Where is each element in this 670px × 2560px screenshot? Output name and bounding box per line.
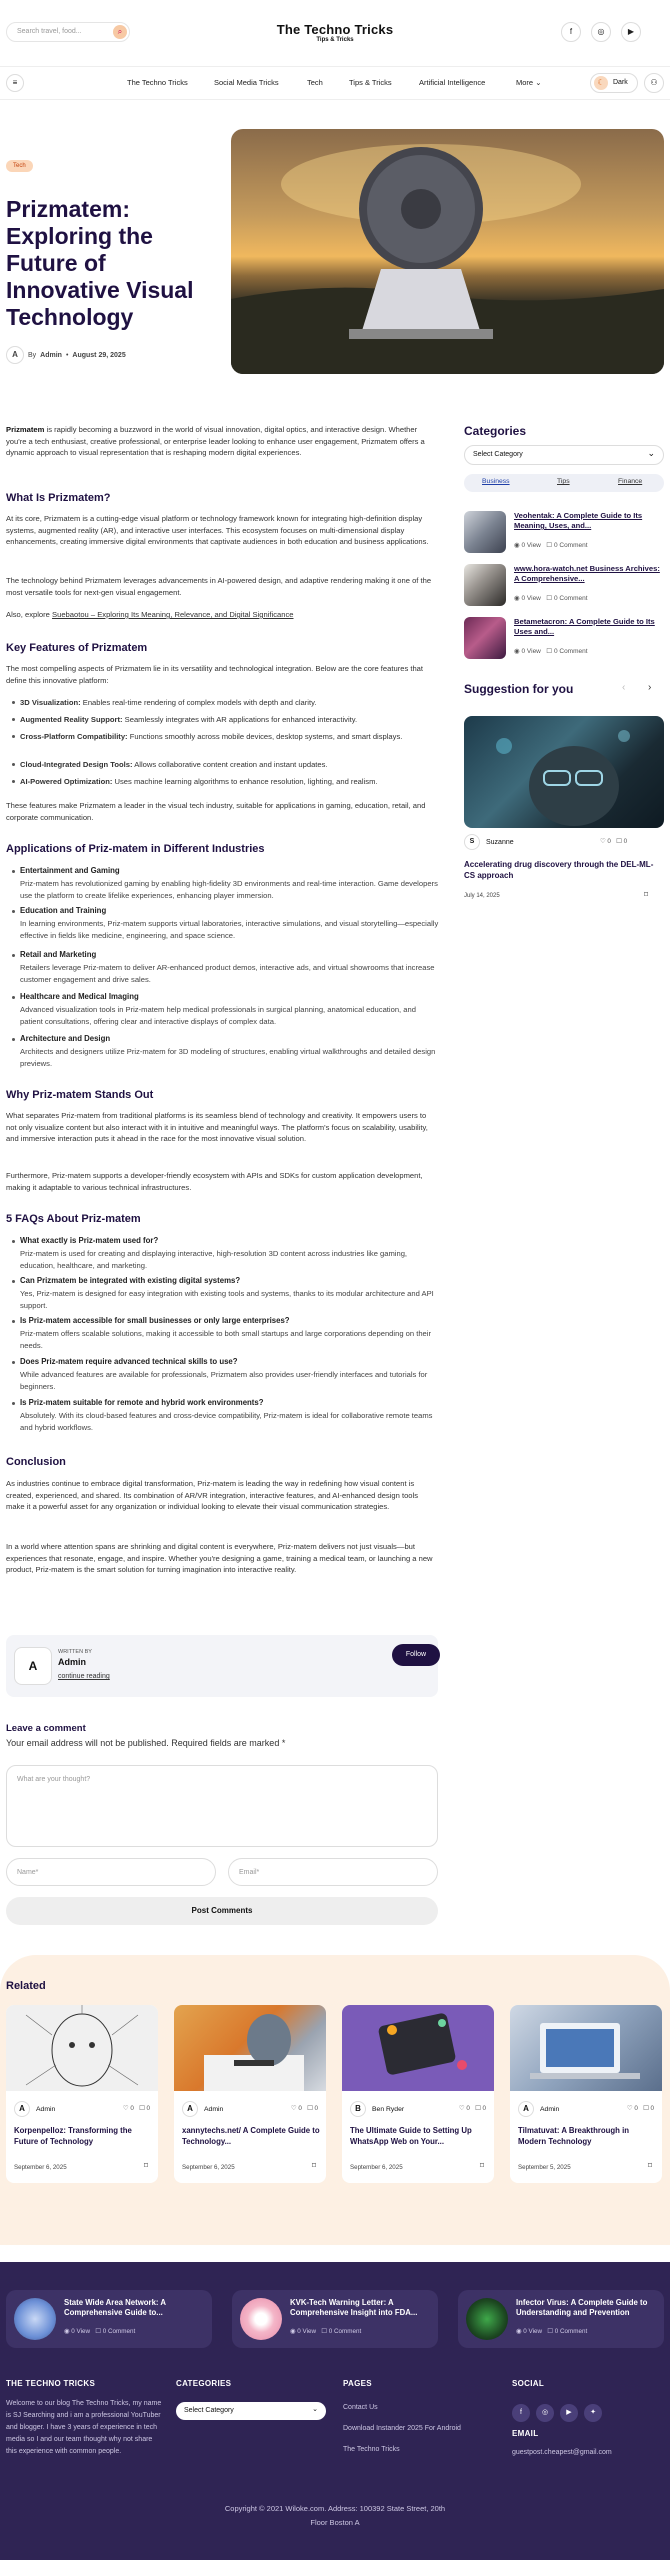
- para-why2: Furthermore, Priz-matem supports a developer-friendly ecosystem with APIs and SDKs for custom application development, making it adaptable to various technical infrastructures.: [6, 1171, 423, 1192]
- footer-category-select[interactable]: [176, 2402, 326, 2420]
- views: 0 View: [71, 2328, 91, 2335]
- card-author: [350, 2101, 404, 2117]
- likes: 0: [466, 2105, 470, 2112]
- author-link[interactable]: Admin: [40, 351, 62, 359]
- intro-paragraph: [6, 424, 438, 459]
- comments: 0 Comment: [328, 2328, 362, 2335]
- user-icon[interactable]: ⚇: [644, 73, 664, 93]
- post-thumbnail[interactable]: [464, 617, 506, 659]
- card-date: September 6, 2025: [14, 2164, 67, 2171]
- related-card[interactable]: [510, 2005, 662, 2183]
- also-prefix: Also, explore: [6, 610, 50, 619]
- tab-tips[interactable]: Tips: [557, 478, 570, 485]
- para-tech: The technology behind Prizmatem leverages advancements in AI-powered design, and adaptive rendering making it one of the most versatile tools for next-gen visual engagement.: [6, 576, 432, 597]
- card-image[interactable]: [6, 2005, 158, 2091]
- author-name[interactable]: Admin: [58, 1657, 86, 1667]
- feature-value: Seamlessly integrates with AR applications for enhanced interactivity.: [124, 715, 358, 724]
- footer-page-link[interactable]: Download Instander 2025 For Android: [343, 2425, 461, 2432]
- card-author: [182, 2101, 223, 2117]
- views: 0 View: [521, 595, 541, 602]
- post-title-link[interactable]: Veohentak: A Complete Guide to Its Meaning, Uses, and...: [514, 511, 643, 530]
- feature-key: 3D Visualization:: [20, 698, 81, 707]
- tab-finance[interactable]: Finance: [618, 478, 643, 485]
- feature-value: Enables real-time rendering of complex models with depth and clarity.: [82, 698, 317, 707]
- logo-title: The Techno Tricks: [276, 22, 394, 37]
- ai-head-illustration: [6, 2005, 158, 2091]
- feature-value: Functions smoothly across mobile devices, desktop systems, and smart displays.: [129, 732, 403, 741]
- search-icon[interactable]: ⌕: [113, 25, 127, 39]
- list-item: [20, 697, 440, 709]
- app-text: Priz-matem has revolutionized gaming by enabling high-fidelity 3D environments and real-time interaction. Game developers use the platform to create lifelike experiences, enhancing player immersion.: [20, 879, 438, 900]
- hero-image: [231, 129, 664, 374]
- copyright-line: Floor Boston A: [310, 2518, 360, 2527]
- card-date: September 6, 2025: [182, 2164, 235, 2171]
- card-stats: ♡ 0 ☐ 0: [290, 2105, 318, 2112]
- bookmark-icon[interactable]: ⌑: [311, 2161, 316, 2170]
- suggestion-heading: Suggestion for you: [464, 682, 574, 696]
- comment-note: Your email address will not be published. Required fields are marked *: [6, 1738, 286, 1748]
- copyright: [0, 2502, 670, 2530]
- comments: 0: [146, 2105, 150, 2112]
- para-conclusion2: In a world where attention spans are shrinking and digital content is everywhere, Priz-matem delivers not just visuals—but experiences that resonate, engage, and inspire. Whether you're designing a game, training a medical team, or launching a new product, Priz-matem is the smart solution for turning imagination into interactive reality.: [6, 1542, 433, 1574]
- chevron-down-icon: ⌄: [312, 2406, 318, 2413]
- card-author: [14, 2101, 55, 2117]
- author-box: [6, 1635, 438, 1697]
- post-stats: ◉ 0 View ☐ 0 Comment: [516, 2328, 588, 2335]
- post-thumbnail[interactable]: [240, 2298, 282, 2340]
- category-select[interactable]: Select Category ⌄: [464, 445, 664, 465]
- moon-icon: ☾: [594, 76, 608, 90]
- chevron-down-icon: ⌄: [535, 78, 542, 87]
- more-label: More: [516, 78, 534, 87]
- author-name[interactable]: Ben Ryder: [372, 2105, 405, 2113]
- related-card[interactable]: [6, 2005, 158, 2183]
- card-title[interactable]: Korpenpelloz: Transforming the Future of Technology: [14, 2126, 132, 2146]
- youtube-icon[interactable]: ▶: [560, 2404, 578, 2422]
- comments: 0 Comment: [553, 648, 588, 655]
- views: 0 View: [521, 542, 541, 549]
- footer-pages-heading: PAGES: [343, 2379, 372, 2388]
- select-label: Select Category: [184, 2407, 234, 2414]
- person-writing-illustration: [174, 2005, 326, 2091]
- suggestion-image[interactable]: [464, 716, 664, 828]
- likes: 0: [607, 838, 611, 845]
- author-name[interactable]: Suzanne: [486, 838, 514, 846]
- faq-question: Is Priz-matem suitable for remote and hybrid work environments?: [20, 1398, 264, 1407]
- copyright-line: Copyright © 2021 Wiloke.com. Address: 100392 State Street, 20th: [224, 2504, 446, 2513]
- post-comment-button[interactable]: Post Comments: [6, 1897, 438, 1925]
- laptop-desk-illustration: [510, 2005, 662, 2091]
- app-text: Architects and designers utilize Priz-matem for 3D modeling of structures, enabling virtual walkthroughs and detailed design previews.: [20, 1047, 436, 1068]
- phone-chat-illustration: [342, 2005, 494, 2091]
- nav-item-more[interactable]: [516, 78, 541, 87]
- footer-about-heading: THE TECHNO TRICKS: [6, 2379, 96, 2388]
- bookmark-icon[interactable]: ⌑: [647, 2161, 652, 2170]
- faq-answer: Priz-matem offers scalable solutions, making it accessible to both small startups and large corporations depending on their needs.: [20, 1329, 431, 1350]
- faq-question: Can Prizmatem be integrated with existing digital systems?: [20, 1276, 241, 1285]
- post-thumbnail[interactable]: [14, 2298, 56, 2340]
- post-stats: ◉ 0 View ☐ 0 Comment: [514, 542, 588, 549]
- comments: 0: [482, 2105, 486, 2112]
- footer-email[interactable]: guestpost.cheapest@gmail.com: [512, 2449, 612, 2456]
- card-title[interactable]: The Ultimate Guide to Setting Up WhatsApp Web on Your...: [350, 2126, 472, 2146]
- para-features-end: These features make Prizmatem a leader in the visual tech industry, suitable for applications in gaming, education, retail, and corporate communication.: [6, 801, 426, 822]
- feature-key: Augmented Reality Support:: [20, 715, 123, 724]
- comments: 0: [314, 2105, 318, 2112]
- card-stats: ♡ 0 ☐ 0: [626, 2105, 654, 2112]
- dark-label: Dark: [613, 79, 628, 86]
- views: 0 View: [523, 2328, 543, 2335]
- card-date: September 5, 2025: [518, 2164, 571, 2171]
- nav-item-ai[interactable]: Artificial Intelligence: [419, 78, 486, 87]
- related-card[interactable]: [174, 2005, 326, 2183]
- suggestion-stats: ♡ 0 ☐ 0: [600, 838, 628, 845]
- nav-item-tips[interactable]: Tips & Tricks: [349, 78, 392, 87]
- app-text: In learning environments, Priz-matem supports virtual laboratories, interactive simulations, and visual storytelling—especially effective in fields like medicine, engineering, and space science.: [20, 919, 439, 940]
- views: 0 View: [297, 2328, 317, 2335]
- avatar[interactable]: A: [182, 2101, 198, 2117]
- para-key: The most compelling aspects of Prizmatem lie in its versatility and technological integration. Below are the core features that define this innovative platform:: [6, 664, 424, 685]
- post-stats: ◉ 0 View ☐ 0 Comment: [514, 648, 588, 655]
- nav-item-tech[interactable]: Tech: [307, 78, 323, 87]
- sidebar-post[interactable]: [464, 511, 664, 555]
- also-explore: [6, 609, 438, 621]
- by-label: By: [28, 351, 37, 359]
- post-title-link[interactable]: State Wide Area Network: A Comprehensive Guide to...: [64, 2298, 166, 2317]
- prev-arrow-icon[interactable]: ‹: [622, 682, 626, 693]
- dark-mode-toggle[interactable]: [590, 73, 638, 93]
- post-title-link[interactable]: Betametacron: A Complete Guide to Its Uses and...: [514, 617, 655, 636]
- comments: 0: [650, 2105, 654, 2112]
- app-label: Entertainment and Gaming: [20, 866, 120, 875]
- sidebar-post[interactable]: [464, 617, 664, 661]
- comments: 0 Comment: [553, 542, 588, 549]
- heading-why: Why Priz-matem Stands Out: [6, 1089, 154, 1101]
- author-name[interactable]: Admin: [204, 2105, 224, 2113]
- facebook-icon[interactable]: f: [561, 22, 581, 42]
- brand-word: Prizmatem: [6, 425, 45, 434]
- footer-post-card[interactable]: [232, 2290, 438, 2348]
- list-item: [20, 776, 440, 788]
- faq-question: Does Priz-matem require advanced technical skills to use?: [20, 1357, 238, 1366]
- avatar[interactable]: A: [6, 346, 24, 364]
- app-label: Retail and Marketing: [20, 950, 97, 959]
- card-stats: ♡ 0 ☐ 0: [458, 2105, 486, 2112]
- card-image[interactable]: [510, 2005, 662, 2091]
- card-title[interactable]: Tilmatuvat: A Breakthrough in Modern Technology: [518, 2126, 630, 2146]
- feature-key: Cloud-Integrated Design Tools:: [20, 760, 133, 769]
- views: 0 View: [521, 648, 541, 655]
- card-author: [518, 2101, 559, 2117]
- app-label: Education and Training: [20, 906, 107, 915]
- category-tabs: [464, 474, 664, 492]
- footer-page-link[interactable]: The Techno Tricks: [343, 2446, 400, 2453]
- faq-answer: While advanced features are available for professionals, Prizmatem also provides user-friendly interfaces and tutorials for beginners.: [20, 1370, 428, 1391]
- footer-email-heading: EMAIL: [512, 2429, 539, 2438]
- author-name[interactable]: Admin: [540, 2105, 560, 2113]
- heading-applications: Applications of Priz-matem in Different Industries: [6, 843, 265, 855]
- comments: 0 Comment: [554, 2328, 588, 2335]
- app-label: Architecture and Design: [20, 1034, 111, 1043]
- list-item: [20, 731, 440, 743]
- heading-conclusion: Conclusion: [6, 1456, 66, 1468]
- feature-key: Cross-Platform Compatibility:: [20, 732, 128, 741]
- heading-faq: 5 FAQs About Priz-matem: [6, 1213, 141, 1225]
- footer-post-card[interactable]: [6, 2290, 212, 2348]
- post-stats: ◉ 0 View ☐ 0 Comment: [290, 2328, 362, 2335]
- satellite-dish-illustration: [231, 129, 664, 374]
- post-stats: ◉ 0 View ☐ 0 Comment: [514, 595, 588, 602]
- heading-key-features: Key Features of Prizmatem: [6, 642, 148, 654]
- para-what: At its core, Prizmatem is a cutting-edge visual platform or technology framework known for integrating high-definition display systems, augmented reality (AR), and interactive user interfaces. This ecosystem focuses on multi-dimensional display enhancements, creating immersive digital environments that captivate audiences in both education and business applications.: [6, 514, 429, 546]
- youtube-icon[interactable]: ▶: [621, 22, 641, 42]
- faq-question: Is Priz-matem accessible for small businesses or only large enterprises?: [20, 1316, 290, 1325]
- twitter-icon[interactable]: ✦: [584, 2404, 602, 2422]
- name-field[interactable]: Name*: [6, 1858, 216, 1886]
- app-text: Advanced visualization tools in Priz-matem help medical professionals in surgical planning, anatomical education, and patient consultations, offering clear and interactive displays of complex data.: [20, 1005, 416, 1026]
- category-tag[interactable]: Tech: [6, 160, 33, 172]
- feature-key: AI-Powered Optimization:: [20, 777, 113, 786]
- categories-heading: Categories: [464, 424, 527, 438]
- post-title-link[interactable]: www.hora-watch.net Business Archives: A Comprehensive...: [514, 564, 660, 583]
- related-heading: Related: [6, 1980, 46, 1992]
- feature-value: Uses machine learning algorithms to enhance resolution, lighting, and realism.: [114, 777, 378, 786]
- navbar: [0, 66, 670, 100]
- site-logo[interactable]: [250, 22, 420, 43]
- post-thumbnail[interactable]: [464, 564, 506, 606]
- likes: 0: [634, 2105, 638, 2112]
- comment-textarea[interactable]: What are your thought?: [6, 1765, 438, 1847]
- avatar[interactable]: S: [464, 834, 480, 850]
- comments: 0 Comment: [553, 595, 588, 602]
- faq-question: What exactly is Priz-matem used for?: [20, 1236, 159, 1245]
- card-image[interactable]: [342, 2005, 494, 2091]
- card-date: September 6, 2025: [350, 2164, 403, 2171]
- instagram-icon[interactable]: ◎: [591, 22, 611, 42]
- author-name[interactable]: Admin: [36, 2105, 56, 2113]
- comments: 0 Comment: [102, 2328, 136, 2335]
- footer-about-text: Welcome to our blog The Techno Tricks, my name is SJ Searching and i am a professional YouTuber and blogger. I have 3 years of experience in tech media so I and our team thought why not share this experience with common people.: [6, 2400, 162, 2455]
- facebook-icon[interactable]: f: [512, 2404, 530, 2422]
- faq-answer: Absolutely. With its cloud-based features and cross-device compatibility, Priz-matem is ideal for collaborative remote teams and hybrid workflows.: [20, 1411, 433, 1432]
- bookmark-icon[interactable]: ⌑: [644, 890, 649, 899]
- follow-button[interactable]: Follow: [392, 1644, 440, 1666]
- app-label: Healthcare and Medical Imaging: [20, 992, 139, 1001]
- intro-text: is rapidly becoming a buzzword in the world of visual innovation, digital optics, and interactive design. Whether you're a tech enthusiast, creative professional, or enterprise leader looking to enhance user engagement, Prizmatem offers a dynamic approach to visual representation that is reshaping modern digital experiences.: [6, 425, 425, 457]
- para-conclusion: As industries continue to embrace digital transformation, Priz-matem is leading the way in redefining how visual content is created, experienced, and shared. Its combination of AR/VR integration, interactive features, and AI-enhanced design tools make it a powerful asset for any organization or individual looking to elevate their visual communication strategies.: [6, 1479, 419, 1511]
- also-explore-link[interactable]: Suebaotou – Exploring Its Meaning, Relevance, and Digital Significance: [52, 610, 294, 619]
- bookmark-icon[interactable]: ⌑: [479, 2161, 484, 2170]
- post-date: August 29, 2025: [72, 351, 126, 359]
- post-title-link[interactable]: Infector Virus: A Complete Guide to Understanding and Prevention: [516, 2298, 648, 2317]
- post-title-link[interactable]: KVK-Tech Warning Letter: A Comprehensive Insight into FDA...: [290, 2298, 418, 2317]
- avatar[interactable]: A: [518, 2101, 534, 2117]
- search-placeholder: Search travel, food...: [17, 28, 82, 35]
- faq-answer: Yes, Priz-matem is designed for easy integration with existing tools and systems, thanks to its modular architecture and API support.: [20, 1289, 434, 1310]
- likes: 0: [130, 2105, 134, 2112]
- nav-item-techno-tricks[interactable]: The Techno Tricks: [127, 78, 188, 87]
- post-thumbnail[interactable]: [464, 511, 506, 553]
- avatar[interactable]: B: [350, 2101, 366, 2117]
- email-field[interactable]: Email*: [228, 1858, 438, 1886]
- feature-value: Allows collaborative content creation and instant updates.: [134, 760, 328, 769]
- tab-business[interactable]: Business: [482, 478, 510, 485]
- written-by-label: WRITTEN BY: [58, 1649, 92, 1655]
- heading-what: What Is Prizmatem?: [6, 492, 111, 504]
- comment-heading: Leave a comment: [6, 1723, 86, 1734]
- card-image[interactable]: [174, 2005, 326, 2091]
- suggestion-title[interactable]: Accelerating drug discovery through the DEL-ML-CS approach: [464, 860, 654, 880]
- avatar[interactable]: A: [14, 2101, 30, 2117]
- suggestion-author: [464, 834, 514, 850]
- footer-post-card[interactable]: [458, 2290, 664, 2348]
- search-input[interactable]: [6, 22, 130, 42]
- person-with-glasses-illustration: [464, 716, 664, 828]
- post-stats: ◉ 0 View ☐ 0 Comment: [64, 2328, 136, 2335]
- para-why: What separates Priz-matem from traditional platforms is its seamless blend of technology and creativity. It empowers users to not only visualize content but also interact with it in intuitive and meaningful ways. The platform's focus on scalability, usability, and immersive interaction puts it ahead in the race for the most innovative visual solution.: [6, 1111, 428, 1143]
- comments: 0: [623, 838, 628, 845]
- hamburger-menu-icon[interactable]: ≡: [6, 74, 24, 92]
- footer-social-heading: SOCIAL: [512, 2379, 545, 2388]
- card-stats: ♡ 0 ☐ 0: [122, 2105, 150, 2112]
- footer-page-link[interactable]: Contact Us: [343, 2404, 378, 2411]
- post-title: Prizmatem: Exploring the Future of Innovative Visual Technology: [6, 196, 194, 330]
- likes: 0: [298, 2105, 302, 2112]
- related-card[interactable]: [342, 2005, 494, 2183]
- faq-answer: Priz-matem is used for creating and displaying interactive, high-resolution 3D content across industries like gaming, education, healthcare, and marketing.: [20, 1249, 408, 1270]
- list-item: [20, 714, 440, 726]
- dot-separator: •: [65, 351, 69, 359]
- bookmark-icon[interactable]: ⌑: [143, 2161, 148, 2170]
- continue-reading-link[interactable]: continue reading: [58, 1673, 110, 1680]
- instagram-icon[interactable]: ◎: [536, 2404, 554, 2422]
- nav-item-social-media[interactable]: Social Media Tricks: [214, 78, 279, 87]
- suggestion-date: July 14, 2025: [464, 893, 500, 899]
- list-item: [20, 759, 440, 771]
- post-meta: [6, 346, 126, 364]
- avatar[interactable]: A: [14, 1647, 52, 1685]
- card-title[interactable]: xannytechs.net/ A Complete Guide to Technology...: [182, 2126, 320, 2146]
- sidebar-post[interactable]: [464, 564, 664, 608]
- post-thumbnail[interactable]: [466, 2298, 508, 2340]
- next-arrow-icon[interactable]: ›: [648, 682, 652, 693]
- app-text: Retailers leverage Priz-matem to deliver AR-enhanced product demos, interactive ads, and virtual showrooms that increase customer engagement and drive sales.: [20, 963, 435, 984]
- footer-categories-heading: CATEGORIES: [176, 2379, 232, 2388]
- logo-subtitle: Tips & Tricks: [316, 37, 354, 43]
